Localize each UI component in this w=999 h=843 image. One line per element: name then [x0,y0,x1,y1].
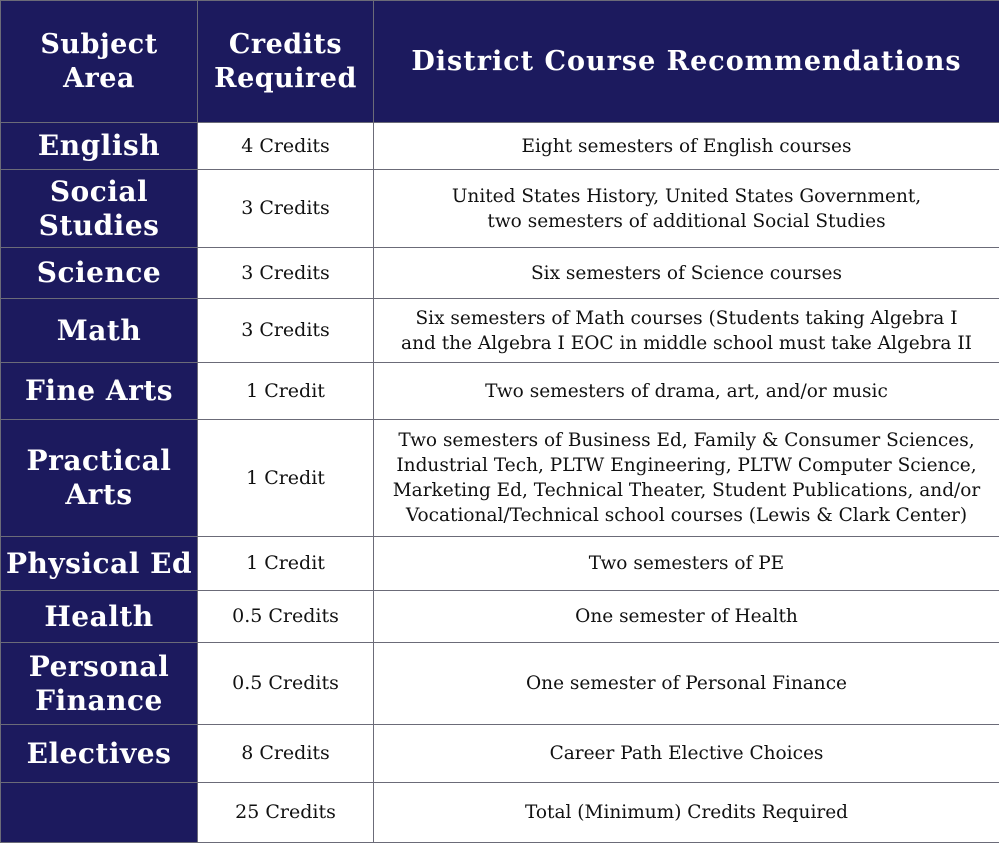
subject-cell [1,363,198,420]
recommendation-line: Industrial Tech, PLTW Engineering, PLTW Computer Science, [377,453,996,478]
subject-line-1: Fine Arts [3,374,195,408]
recommendation-cell [374,363,999,420]
recommendation-cell [374,420,999,537]
subject-cell [1,248,198,299]
subject-line-2: Finance [3,684,195,718]
subject-line-1: Social [3,175,195,209]
table-row [1,783,999,843]
recommendation-line: and the Algebra I EOC in middle school must take Algebra II [377,331,996,356]
header-subject-area [1,1,198,123]
recommendation-line: Two semesters of PE [377,551,996,576]
credits-cell: 25 Credits [198,783,374,843]
recommendation-line: Six semesters of Science courses [377,261,996,286]
recommendation-line: Two semesters of Business Ed, Family & Consumer Sciences, [377,428,996,453]
credits-cell: 3 Credits [198,170,374,248]
table-row [1,299,999,363]
recommendation-line: Vocational/Technical school courses (Lewis & Clark Center) [377,503,996,528]
recommendation-line: One semester of Health [377,604,996,629]
subject-cell [1,537,198,591]
credits-cell: 3 Credits [198,299,374,363]
credits-cell: 1 Credit [198,420,374,537]
recommendation-cell [374,248,999,299]
subject-cell [1,123,198,170]
header-credits-required [198,1,374,123]
credits-cell: 0.5 Credits [198,643,374,725]
subject-line-1: Science [3,256,195,290]
table-row [1,420,999,537]
recommendation-line: One semester of Personal Finance [377,671,996,696]
table-row [1,123,999,170]
header-credits-line2: Required [202,62,369,96]
recommendation-cell [374,537,999,591]
subject-cell [1,420,198,537]
recommendation-line: Total (Minimum) Credits Required [377,800,996,825]
recommendation-line: Career Path Elective Choices [377,741,996,766]
recommendation-line: Two semesters of drama, art, and/or music [377,379,996,404]
credits-cell: 8 Credits [198,725,374,783]
header-subject-line2: Area [5,62,193,96]
recommendation-line: Marketing Ed, Technical Theater, Student Publications, and/or [377,478,996,503]
header-subject-line1: Subject [5,28,193,62]
table-row [1,170,999,248]
subject-line-1: Physical Ed [3,547,195,581]
credits-cell: 1 Credit [198,363,374,420]
subject-line-1: Health [3,600,195,634]
recommendation-line: Six semesters of Math courses (Students taking Algebra I [377,306,996,331]
recommendation-line: two semesters of additional Social Studies [377,209,996,234]
header-row [1,1,999,123]
subject-line-1: Math [3,314,195,348]
table-row [1,591,999,643]
subject-cell [1,783,198,843]
recommendation-line: United States History, United States Government, [377,184,996,209]
subject-line-1: English [3,129,195,163]
recommendation-cell [374,591,999,643]
recommendation-cell [374,643,999,725]
subject-line-1: Personal [3,650,195,684]
table-row [1,537,999,591]
credits-cell: 1 Credit [198,537,374,591]
subject-cell [1,170,198,248]
subject-cell [1,299,198,363]
recommendation-line: Eight semesters of English courses [377,134,996,159]
recommendation-cell [374,123,999,170]
table-row [1,643,999,725]
recommendation-cell [374,299,999,363]
credits-cell: 0.5 Credits [198,591,374,643]
table-row [1,363,999,420]
subject-line-2: Studies [3,209,195,243]
header-credits-line1: Credits [202,28,369,62]
recommendation-cell [374,725,999,783]
subject-cell [1,725,198,783]
header-recommendations: District Course Recommendations [374,1,999,123]
subject-line-2: Arts [3,478,195,512]
subject-line-1: Electives [3,737,195,771]
subject-line-1: Practical [3,444,195,478]
recommendation-cell [374,170,999,248]
subject-cell [1,643,198,725]
recommendation-cell [374,783,999,843]
credits-cell: 4 Credits [198,123,374,170]
subject-cell [1,591,198,643]
table-row [1,248,999,299]
credits-cell: 3 Credits [198,248,374,299]
table-row [1,725,999,783]
